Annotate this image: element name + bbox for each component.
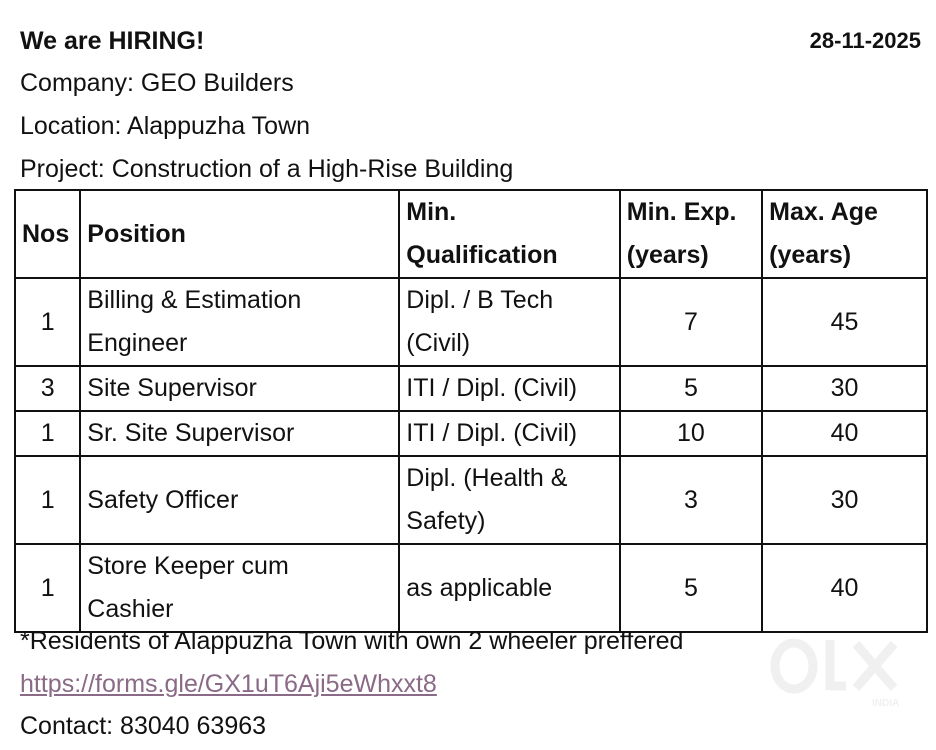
position-cell — [80, 366, 399, 411]
qualification-cell-text: ITI / Dipl. (Civil) — [406, 374, 578, 402]
column-header-text: Position — [87, 219, 186, 248]
position-cell — [80, 411, 399, 456]
position-cell — [80, 456, 399, 544]
nos-cell: 1 — [15, 411, 80, 456]
experience-cell: 10 — [620, 411, 762, 456]
position-cell-text: Sr. Site Supervisor — [87, 419, 295, 447]
column-header — [80, 190, 399, 278]
position-cell-text: Site Supervisor — [87, 374, 257, 402]
position-cell-text: Engineer — [87, 329, 188, 357]
position-cell-text: Safety Officer — [87, 485, 239, 514]
column-header-text: (years) — [626, 241, 709, 269]
table-row — [15, 456, 927, 544]
age-cell: 45 — [762, 278, 927, 366]
qualification-cell-text: as applicable — [406, 573, 553, 602]
posting-date: 28-11-2025 — [809, 28, 921, 53]
table-body — [15, 278, 927, 632]
nos-cell: 1 — [15, 278, 80, 366]
residents-note: *Residents of Alappuzha Town with own 2 wheeler preffered — [20, 627, 684, 655]
location-line: Location: Alappuzha Town — [20, 112, 311, 140]
age-cell: 40 — [762, 544, 927, 632]
position-cell-text: Store Keeper cum — [87, 552, 289, 580]
column-header-text: Qualification — [406, 241, 558, 269]
olx-watermark-logo — [768, 632, 908, 712]
table-header-row — [15, 190, 927, 278]
qualification-cell-text: (Civil) — [406, 329, 471, 357]
position-cell — [80, 278, 399, 366]
nos-cell: 3 — [15, 366, 80, 411]
qualification-cell-text: Dipl. / B Tech — [406, 286, 554, 314]
position-cell — [80, 544, 399, 632]
qualification-cell-text: ITI / Dipl. (Civil) — [406, 419, 578, 447]
age-cell: 30 — [762, 456, 927, 544]
column-header — [762, 190, 927, 278]
age-cell: 30 — [762, 366, 927, 411]
table-row — [15, 411, 927, 456]
table-row — [15, 278, 927, 366]
hiring-heading: We are HIRING! — [20, 27, 205, 55]
column-header-text: Max. Age — [769, 198, 878, 226]
experience-cell: 5 — [620, 366, 762, 411]
qualification-cell — [399, 411, 620, 456]
watermark-o-shape — [775, 643, 813, 689]
position-cell-text: Cashier — [87, 595, 174, 623]
project-line: Project: Construction of a High-Rise Building — [20, 155, 514, 183]
position-cell-text: Billing & Estimation — [87, 286, 302, 314]
column-header-text: Min. — [406, 198, 457, 226]
column-header-text: Min. Exp. — [626, 198, 737, 226]
application-form-link[interactable]: https://forms.gle/GX1uT6Aji5eWhxxt8 — [20, 670, 437, 698]
qualification-cell-text: Dipl. (Health & — [406, 464, 568, 492]
nos-cell: 1 — [15, 456, 80, 544]
table-row — [15, 544, 927, 632]
experience-cell: 7 — [620, 278, 762, 366]
qualification-cell — [399, 544, 620, 632]
positions-table — [14, 189, 928, 633]
watermark-sub-text: INDIA — [872, 698, 900, 709]
column-header — [15, 190, 80, 278]
column-header — [399, 190, 620, 278]
column-header — [620, 190, 762, 278]
experience-cell: 3 — [620, 456, 762, 544]
contact-line: Contact: 83040 63963 — [20, 712, 267, 740]
column-header-text: (years) — [769, 241, 852, 269]
table-row — [15, 366, 927, 411]
qualification-cell-text: Safety) — [406, 507, 486, 535]
qualification-cell — [399, 366, 620, 411]
company-line: Company: GEO Builders — [20, 69, 294, 97]
age-cell: 40 — [762, 411, 927, 456]
qualification-cell — [399, 278, 620, 366]
experience-cell: 5 — [620, 544, 762, 632]
column-header-text: Nos — [22, 219, 70, 248]
qualification-cell — [399, 456, 620, 544]
nos-cell: 1 — [15, 544, 80, 632]
